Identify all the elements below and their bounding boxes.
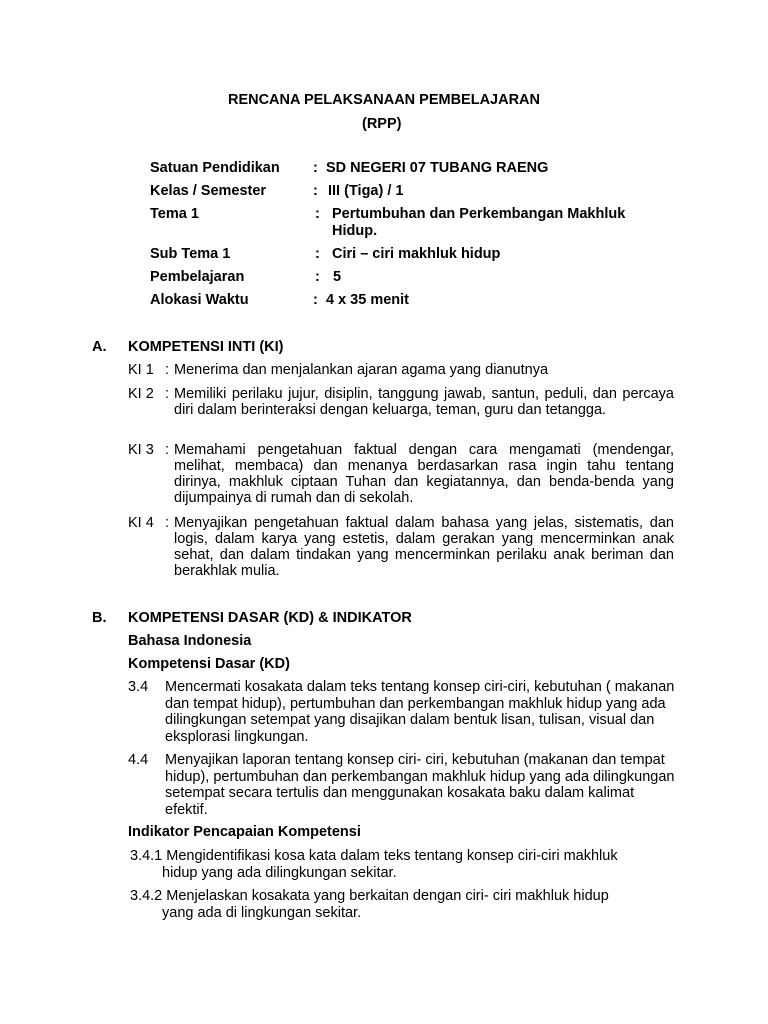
identity-value: 5 [333, 269, 342, 285]
identity-label: Sub Tema 1 [150, 246, 231, 262]
indicator-text [130, 848, 670, 882]
ki-text: Memahami pengetahuan faktual dengan cara mengamati (mendengar, melihat, membaca) dan menanya berdasarkan rasa ingin tahu tentang dirinya, makhluk ciptaan Tuhan dan kegiatannya, dan benda-benda yang dijumpainya di rumah dan di sekolah. [174, 442, 674, 506]
identity-label: Pembelajaran [150, 269, 245, 285]
kd-text: Mencermati kosakata dalam teks tentang konsep ciri-ciri, kebutuhan ( makanan dan tempat hidup), pertumbuhan dan perkembangan makhluk hidup yang ada dilingkungan setempat yang disajikan dalam bentuk lisan, tulisan, visual dan eksplorasi lingkungan. [165, 679, 675, 746]
kd-number: 3.4 [128, 679, 149, 695]
identity-colon: : [313, 292, 318, 308]
ki-text: Menerima dan menjalankan ajaran agama yang dianutnya [174, 362, 549, 378]
identity-label: Tema 1 [150, 206, 199, 222]
ki-text: Menyajikan pengetahuan faktual dalam bahasa yang jelas, sistematis, dan logis, dalam karya yang estetis, dalam gerakan yang mencerminkan anak sehat, dan dalam tindakan yang mencerminkan perilaku anak beriman dan berakhlak mulia. [174, 515, 674, 579]
indicator-heading: Indikator Pencapaian Kompetensi [128, 824, 361, 840]
identity-value: SD NEGERI 07 TUBANG RAENG [326, 160, 549, 176]
section-title: KOMPETENSI DASAR (KD) & INDIKATOR [128, 610, 412, 626]
subject-heading: Bahasa Indonesia [128, 633, 252, 649]
ki-code: KI 1 [128, 362, 154, 378]
document-title: RENCANA PELAKSANAAN PEMBELAJARAN [227, 92, 541, 108]
section-letter: B. [92, 610, 107, 626]
kd-heading: Kompetensi Dasar (KD) [128, 656, 290, 672]
ki-colon: : [165, 442, 170, 458]
ki-code: KI 4 [128, 515, 154, 531]
ki-colon: : [165, 386, 170, 402]
ki-colon: : [165, 515, 170, 531]
indicator-line-rest: yang ada di lingkungan sekitar. [162, 905, 362, 921]
identity-colon: : [313, 183, 318, 199]
identity-colon: : [315, 206, 320, 222]
indicator-text [130, 888, 670, 922]
identity-colon: : [313, 160, 318, 176]
identity-value: Pertumbuhan dan Perkembangan Makhluk Hidup. [332, 206, 626, 239]
ki-code: KI 2 [128, 386, 154, 402]
identity-value: III (Tiga) / 1 [328, 183, 404, 199]
kd-number: 4.4 [128, 752, 149, 768]
ki-colon: : [165, 362, 170, 378]
identity-value: Ciri – ciri makhluk hidup [332, 246, 501, 262]
ki-code: KI 3 [128, 442, 154, 458]
document-subtitle-text: (RPP) [362, 116, 402, 132]
identity-label: Satuan Pendidikan [150, 160, 280, 176]
identity-label: Kelas / Semester [150, 183, 267, 199]
identity-colon: : [315, 246, 320, 262]
indicator-line-first: 3.4.2 Menjelaskan kosakata yang berkaitan dengan ciri- ciri makhluk hidup [130, 888, 609, 904]
indicator-line-rest: hidup yang ada dilingkungan sekitar. [162, 865, 397, 881]
indicator-line-first: 3.4.1 Mengidentifikasi kosa kata dalam teks tentang konsep ciri-ciri makhluk [130, 848, 618, 864]
identity-label: Alokasi Waktu [150, 292, 249, 308]
identity-value: 4 x 35 menit [326, 292, 410, 308]
kd-text: Menyajikan laporan tentang konsep ciri- ciri, kebutuhan (makanan dan tempat hidup), pertumbuhan dan perkembangan makhluk hidup yang ada dilingkungan setempat secara tertulis dan menggunakan kosakata baku dalam kalimat efektif. [165, 752, 675, 819]
identity-colon: : [315, 269, 320, 285]
section-title: KOMPETENSI INTI (KI) [128, 339, 284, 355]
section-letter: A. [92, 339, 107, 355]
ki-text: Memiliki perilaku jujur, disiplin, tanggung jawab, santun, peduli, dan percaya diri dalam berinteraksi dengan keluarga, teman, guru dan tetangga. [174, 386, 674, 418]
